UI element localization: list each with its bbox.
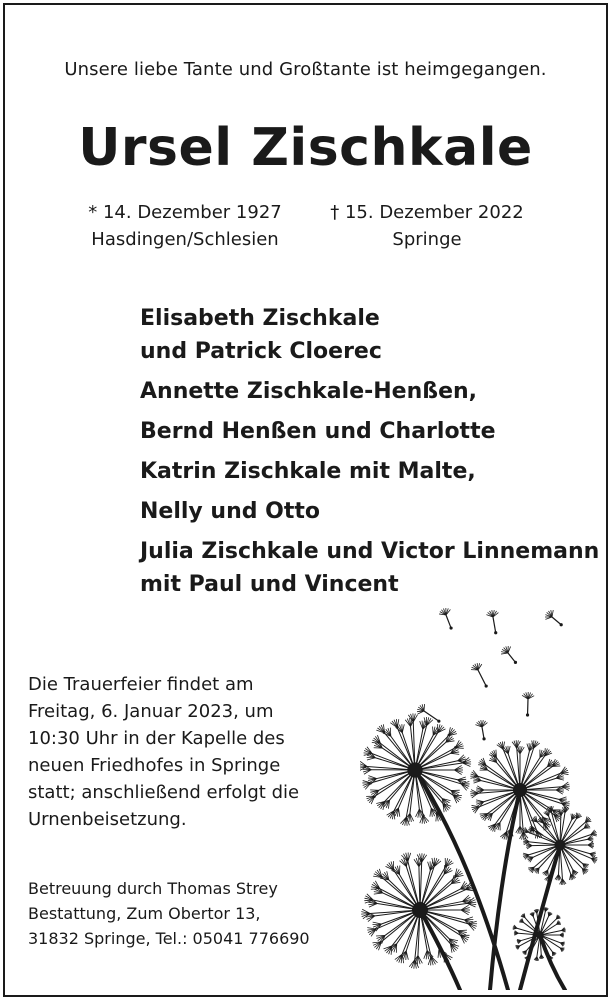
undertaker-line: Betreuung durch Thomas Strey bbox=[28, 879, 278, 898]
mourner-entry bbox=[140, 415, 599, 448]
undertaker-info bbox=[28, 876, 310, 951]
mourner-entry bbox=[140, 455, 599, 488]
mourner-entry bbox=[140, 495, 599, 528]
mourner-line: Bernd Henßen und Charlotte bbox=[140, 419, 496, 444]
ceremony-line: neuen Friedhofes in Springe bbox=[28, 755, 281, 776]
ceremony-line: Freitag, 6. Januar 2023, um bbox=[28, 701, 274, 722]
mourner-line: Katrin Zischkale mit Malte, bbox=[140, 459, 476, 484]
mourner-line: und Patrick Cloerec bbox=[140, 339, 382, 364]
dandelion-icon bbox=[360, 595, 600, 990]
mourner-line: Annette Zischkale-Henßen, bbox=[140, 379, 478, 404]
intro-text: Unsere liebe Tante und Großtante ist heimgegangen. bbox=[64, 59, 547, 80]
death-info bbox=[302, 199, 552, 253]
undertaker-line: Bestattung, Zum Obertor 13, bbox=[28, 904, 261, 923]
mourner-line: Elisabeth Zischkale bbox=[140, 306, 380, 331]
mourner-line: mit Paul und Vincent bbox=[140, 572, 399, 597]
death-place: Springe bbox=[392, 229, 462, 250]
mourner-line: Nelly und Otto bbox=[140, 499, 320, 524]
mourner-entry bbox=[140, 535, 599, 601]
birth-info bbox=[60, 199, 310, 253]
ceremony-line: Urnenbeisetzung. bbox=[28, 809, 187, 830]
ceremony-info bbox=[28, 671, 299, 833]
mourner-line: Julia Zischkale und Victor Linnemann bbox=[140, 539, 600, 564]
undertaker-line: 31832 Springe, Tel.: 05041 776690 bbox=[28, 929, 310, 948]
mourner-entry bbox=[140, 375, 599, 408]
birth-date: * 14. Dezember 1927 bbox=[88, 202, 282, 223]
mourners-list bbox=[140, 302, 599, 608]
death-date: † 15. Dezember 2022 bbox=[330, 202, 524, 223]
ceremony-line: Die Trauerfeier findet am bbox=[28, 674, 254, 695]
ceremony-line: statt; anschließend erfolgt die bbox=[28, 782, 300, 803]
ceremony-line: 10:30 Uhr in der Kapelle des bbox=[28, 728, 285, 749]
mourner-entry bbox=[140, 302, 599, 368]
deceased-name: Ursel Zischkale bbox=[78, 118, 533, 178]
birth-place: Hasdingen/Schlesien bbox=[91, 229, 279, 250]
